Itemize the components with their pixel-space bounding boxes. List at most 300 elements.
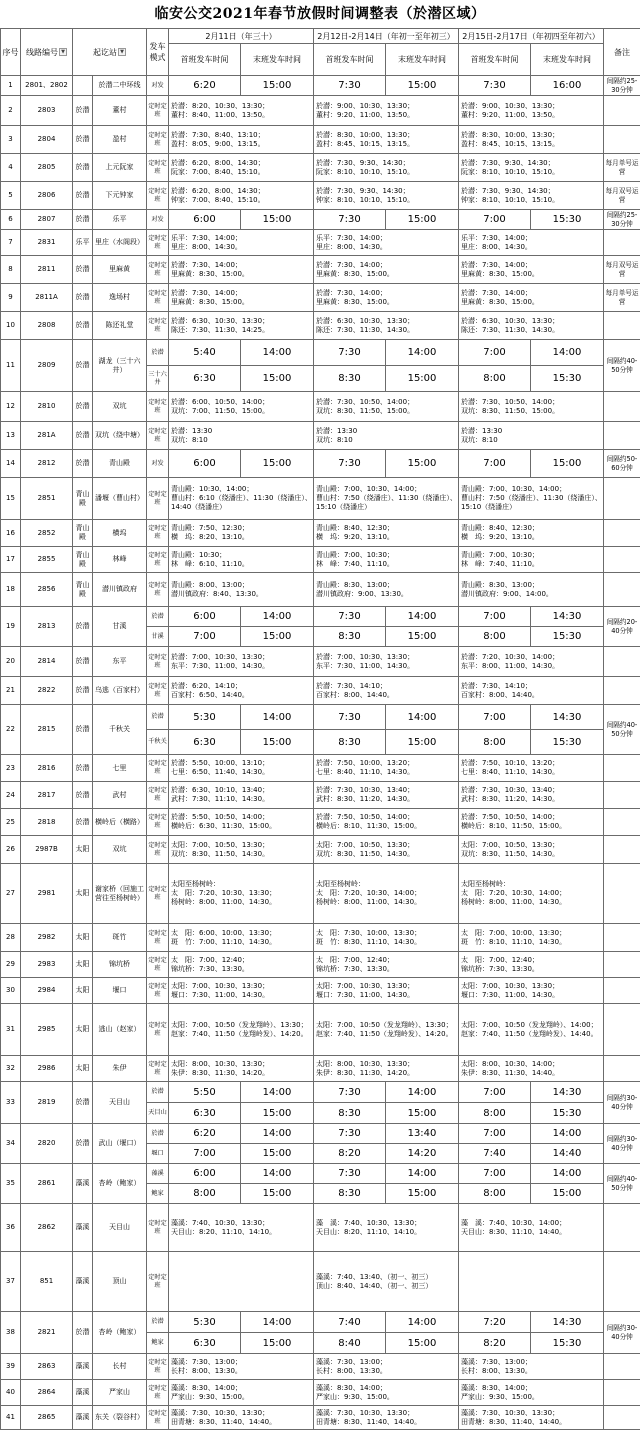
- last-bus-time: 15:30: [531, 627, 604, 647]
- schedule-detail: 於潜：7:20、10:30、14:00； 东平：8:00、11:00、14:30。: [459, 647, 604, 677]
- origin-stop: 於潜: [73, 1312, 93, 1354]
- route-number: 2806: [21, 182, 73, 210]
- destination-stop: 七里: [93, 755, 147, 782]
- dispatch-mode: 定时定班: [147, 256, 169, 284]
- route-number: 2817: [21, 782, 73, 809]
- dispatch-mode: 定时定班: [147, 1252, 169, 1312]
- destination-stop: 乐平: [93, 210, 147, 230]
- destination-stop: 双坑（绕中塘）: [93, 422, 147, 450]
- row-seq: 25: [1, 809, 21, 836]
- first-bus-time: 8:40: [314, 1333, 386, 1354]
- row-remark: [604, 677, 640, 705]
- table-row: [1, 782, 640, 809]
- schedule-detail: 於潜：7:30、14:00； 里麻黄：8:30、15:00。: [314, 284, 459, 312]
- first-bus-time: 6:00: [169, 607, 241, 627]
- dispatch-mode: 定时定班: [147, 284, 169, 312]
- header-route: 线路编号 ▼: [21, 29, 73, 76]
- table-row: [1, 450, 640, 478]
- schedule-detail: 於潜：7:30、10:50、14:00； 双坑：8:30、11:50、15:00。: [459, 392, 604, 422]
- last-bus-time: 14:00: [531, 340, 604, 366]
- schedule-detail: 藻溪：8:30、14:00； 严家山：9:30、15:00。: [314, 1380, 459, 1406]
- row-remark: 间隔约30-40分钟: [604, 1082, 640, 1124]
- row-remark: [604, 230, 640, 256]
- row-remark: [604, 836, 640, 864]
- schedule-detail: 於潜：6:20、8:00、14:30； 钟家：7:00、8:40、15:10。: [169, 182, 314, 210]
- row-remark: [604, 478, 640, 520]
- dispatch-mode: 定时定班: [147, 864, 169, 924]
- row-seq: 41: [1, 1406, 21, 1430]
- last-bus-time: 15:30: [531, 366, 604, 392]
- row-remark: [604, 1406, 640, 1430]
- row-remark: [604, 978, 640, 1004]
- origin-stop: 於潜: [73, 182, 93, 210]
- last-bus-time: 15:00: [386, 627, 459, 647]
- origin-stop: 藻溪: [73, 1406, 93, 1430]
- schedule-detail: 於潜：7:30、14:10； 百家村：8:00、14:40。: [459, 677, 604, 705]
- row-seq: 15: [1, 478, 21, 520]
- destination-stop: 严家山: [93, 1380, 147, 1406]
- schedule-detail: 於潜：9:00、10:30、13:30； 董村：9:20、11:00、13:50。: [459, 96, 604, 126]
- schedule-detail: 於潜：7:30、14:00； 里麻黄：8:30、15:00。: [169, 256, 314, 284]
- table-row: [1, 1004, 640, 1056]
- origin-stop: 於潜: [73, 422, 93, 450]
- destination-stop: 横坞: [93, 520, 147, 547]
- filter-dropdown-icon[interactable]: ▼: [118, 48, 126, 56]
- first-bus-time: 6:30: [169, 1103, 241, 1124]
- first-bus-time: 6:20: [169, 76, 241, 96]
- schedule-detail: 於潜：7:00、10:30、13:30； 东平：7:30、11:00、14:30。: [169, 647, 314, 677]
- last-bus-time: 15:00: [386, 210, 459, 230]
- row-remark: [604, 952, 640, 978]
- page-title: 临安公交2021年春节放假时间调整表（於潜区域）: [0, 0, 640, 28]
- row-seq: 24: [1, 782, 21, 809]
- origin-stop: 太阳: [73, 1004, 93, 1056]
- schedule-detail: 青山殿：8:40、12:30； 横 坞：9:20、13:10。: [314, 520, 459, 547]
- first-bus-time: 7:40: [314, 1312, 386, 1333]
- dispatch-mode: 对发: [147, 76, 169, 96]
- header-mode: 发车模式: [147, 29, 169, 76]
- origin-stop: 青山殿: [73, 520, 93, 547]
- last-bus-time: 14:20: [386, 1144, 459, 1164]
- destination-stop: 锦坑桥: [93, 952, 147, 978]
- first-bus-time: 7:00: [459, 340, 531, 366]
- schedule-detail: 藻 溪：7:40、10:30、14:00； 天目山：8:30、11:10、14:40。: [459, 1204, 604, 1252]
- route-number: 2804: [21, 126, 73, 154]
- first-bus-time: 7:30: [314, 76, 386, 96]
- first-bus-time: 8:30: [314, 366, 386, 392]
- last-bus-time: 14:00: [241, 1082, 314, 1103]
- row-remark: [604, 755, 640, 782]
- destination-stop: 谢家桥（回施工营往至杨树岭）: [93, 864, 147, 924]
- table-row: [1, 126, 640, 154]
- origin-stop: 於潜: [73, 450, 93, 478]
- dispatch-mode: 定时定班: [147, 1380, 169, 1406]
- table-row: [1, 864, 640, 924]
- dispatch-mode: 定时定班: [147, 952, 169, 978]
- last-bus-time: 15:30: [531, 1333, 604, 1354]
- last-bus-time: 14:30: [531, 1312, 604, 1333]
- destination-stop: 武村: [93, 782, 147, 809]
- header-first: 首班发车时间: [169, 44, 241, 76]
- first-bus-time: 7:00: [459, 1124, 531, 1144]
- origin-stop: 於潜: [73, 284, 93, 312]
- first-bus-time: 8:00: [459, 1184, 531, 1204]
- header-seq: 序号: [1, 29, 21, 76]
- destination-stop: 湖龙（三十六井）: [93, 340, 147, 392]
- dispatch-mode: 定时定班: [147, 154, 169, 182]
- origin-stop: 於潜: [73, 1124, 93, 1164]
- last-bus-time: 15:00: [531, 1184, 604, 1204]
- row-remark: 间隔约25-30分钟: [604, 210, 640, 230]
- schedule-detail: 於潜：7:30、9:30、14:30； 钟家：8:10、10:10、15:10。: [314, 182, 459, 210]
- route-number: 2987B: [21, 836, 73, 864]
- header-period-3: 2月15日-2月17日（年初四至年初六）: [459, 29, 604, 44]
- destination-stop: 里庄（水阁段）: [93, 230, 147, 256]
- header-last: 末班发车时间: [386, 44, 459, 76]
- schedule-detail: 於潜：6:30、10:30、13:30； 陈还：7:30、11:30、14:30。: [459, 312, 604, 340]
- route-number: 2984: [21, 978, 73, 1004]
- row-remark: 间隔约40-50分钟: [604, 705, 640, 755]
- dispatch-mode: 定时定班: [147, 547, 169, 573]
- first-bus-time: 7:00: [459, 1164, 531, 1184]
- origin-stop: 於潜: [73, 126, 93, 154]
- row-remark: [604, 312, 640, 340]
- direction-label: 於潜: [147, 1312, 169, 1333]
- row-seq: 21: [1, 677, 21, 705]
- row-seq: 11: [1, 340, 21, 392]
- table-row: [1, 1380, 640, 1406]
- first-bus-time: 8:20: [314, 1144, 386, 1164]
- dispatch-mode: 定时定班: [147, 520, 169, 547]
- last-bus-time: 15:00: [386, 450, 459, 478]
- row-remark: [604, 864, 640, 924]
- first-bus-time: 7:30: [459, 76, 531, 96]
- table-row: [1, 952, 640, 978]
- route-number: 2805: [21, 154, 73, 182]
- schedule-detail: 於潜：6:30、10:30、13:30； 陈还：7:30、11:30、14:25。: [169, 312, 314, 340]
- route-number: 2809: [21, 340, 73, 392]
- schedule-detail: 於潜：7:50、10:50、14:00； 横岭后：8:10、11:50、15:00。: [459, 809, 604, 836]
- route-number: 2810: [21, 392, 73, 422]
- table-row: [1, 1164, 640, 1184]
- schedule-detail: 太 阳：7:30、10:00、13:30； 斑 竹：8:30、11:10、14:30。: [314, 924, 459, 952]
- last-bus-time: 15:00: [386, 366, 459, 392]
- schedule-detail: 於潜：13:30 双坑：8:10: [314, 422, 459, 450]
- row-remark: 间隔约50-60分钟: [604, 450, 640, 478]
- schedule-detail: 太阳：7:00、10:30、13:30； 堰口：7:30、11:00、14:30。: [459, 978, 604, 1004]
- last-bus-time: 14:00: [241, 1124, 314, 1144]
- row-remark: [604, 1004, 640, 1056]
- route-number: 2863: [21, 1354, 73, 1380]
- row-seq: 28: [1, 924, 21, 952]
- first-bus-time: 7:00: [169, 627, 241, 647]
- first-bus-time: 7:00: [459, 1082, 531, 1103]
- first-bus-time: 5:30: [169, 1312, 241, 1333]
- last-bus-time: 14:00: [531, 1124, 604, 1144]
- schedule-detail: 青山殿：10:30、14:00； 曹山村：6:10（绕潘庄）、11:30（绕潘庄）、14:40（绕潘庄）: [169, 478, 314, 520]
- schedule-detail: 太阳至杨树岭： 太 阳：7:20、10:30、14:00； 杨树岭：8:00、11:00、14:30。: [314, 864, 459, 924]
- route-number: 2815: [21, 705, 73, 755]
- dispatch-mode: 对发: [147, 210, 169, 230]
- first-bus-time: 8:00: [459, 730, 531, 755]
- table-row: [1, 478, 640, 520]
- schedule-detail: 於潜：7:50、10:00、13:20； 七里：8:40、11:10、14:30。: [314, 755, 459, 782]
- route-number: 2831: [21, 230, 73, 256]
- last-bus-time: 15:30: [531, 730, 604, 755]
- route-number: 2814: [21, 647, 73, 677]
- schedule-detail: 於潜：6:20、14:10； 百家村：6:50、14:40。: [169, 677, 314, 705]
- last-bus-time: 15:00: [241, 730, 314, 755]
- schedule-detail: 太阳：7:00、10:50（发龙翔岭）、13:30； 赵家：7:40、11:50（龙翔岭发）、14:20。: [314, 1004, 459, 1056]
- schedule-detail: 太 阳：7:00、10:00、13:30； 斑 竹：8:10、11:10、14:30。: [459, 924, 604, 952]
- schedule-detail: 太阳：7:00、10:30、13:30； 堰口：7:30、11:00、14:30。: [314, 978, 459, 1004]
- schedule-detail: 於潜：7:30、9:30、14:30； 钟家：8:10、10:10、15:10。: [459, 182, 604, 210]
- schedule-detail: 太阳：7:00、10:50（发龙翔岭）、13:30； 赵家：7:40、11:50（龙翔岭发）、14:20。: [169, 1004, 314, 1056]
- schedule-body: [1, 76, 640, 1430]
- first-bus-time: 8:00: [169, 1184, 241, 1204]
- schedule-detail: 太阳：8:00、10:30、13:30； 朱伊：8:30、11:30、14:20。: [169, 1056, 314, 1082]
- destination-stop: 下元钟家: [93, 182, 147, 210]
- row-seq: 38: [1, 1312, 21, 1354]
- table-row: [1, 1406, 640, 1430]
- origin-stop: 於潜: [73, 607, 93, 647]
- row-seq: 26: [1, 836, 21, 864]
- table-row: [1, 340, 640, 366]
- filter-dropdown-icon[interactable]: ▼: [59, 48, 67, 56]
- first-bus-time: 8:30: [314, 1103, 386, 1124]
- schedule-detail: 太 阳：7:00、12:40； 锦坑桥：7:30、13:30。: [314, 952, 459, 978]
- schedule-detail: 青山殿：7:00、10:30、14:00； 曹山村：7:50（绕潘庄）、11:30（绕潘庄）、15:10（绕潘庄）: [314, 478, 459, 520]
- header-first: 首班发车时间: [459, 44, 531, 76]
- dispatch-mode: 定时定班: [147, 1406, 169, 1430]
- first-bus-time: 7:30: [314, 1082, 386, 1103]
- row-seq: 32: [1, 1056, 21, 1082]
- row-seq: 6: [1, 210, 21, 230]
- first-bus-time: 6:30: [169, 730, 241, 755]
- table-row: [1, 1354, 640, 1380]
- direction-label: 藻溪: [147, 1164, 169, 1184]
- first-bus-time: 8:20: [459, 1333, 531, 1354]
- route-number: 2803: [21, 96, 73, 126]
- route-number: 2855: [21, 547, 73, 573]
- row-remark: [604, 392, 640, 422]
- schedule-detail: 青山殿：7:50、12:30； 横 坞：8:20、13:10。: [169, 520, 314, 547]
- route-number: 851: [21, 1252, 73, 1312]
- last-bus-time: 15:30: [531, 1103, 604, 1124]
- origin-stop: 青山殿: [73, 573, 93, 607]
- origin-stop: 於潜: [73, 1082, 93, 1124]
- row-remark: 每月单号运营: [604, 284, 640, 312]
- dispatch-mode: 定时定班: [147, 312, 169, 340]
- direction-label: 千秋关: [147, 730, 169, 755]
- route-number: 2864: [21, 1380, 73, 1406]
- direction-label: 鲍家: [147, 1333, 169, 1354]
- schedule-detail: 太 阳：7:00、12:40； 锦坑桥：7:30、13:30。: [169, 952, 314, 978]
- row-seq: 22: [1, 705, 21, 755]
- dispatch-mode: 定时定班: [147, 978, 169, 1004]
- route-number: 2811: [21, 256, 73, 284]
- row-remark: [604, 647, 640, 677]
- schedule-detail: 於潜：7:30、14:00； 里麻黄：8:30、15:00。: [314, 256, 459, 284]
- route-number: 2821: [21, 1312, 73, 1354]
- origin-stop: 太阳: [73, 864, 93, 924]
- schedule-detail: 於潜：6:00、10:50、14:00； 双坑：7:00、11:50、15:00。: [169, 392, 314, 422]
- schedule-detail: 青山殿：8:40、12:30； 横 坞：9:20、13:10。: [459, 520, 604, 547]
- row-remark: [604, 126, 640, 154]
- route-number: 2865: [21, 1406, 73, 1430]
- row-remark: 间隔约40-50分钟: [604, 340, 640, 392]
- row-remark: 每月双号运营: [604, 256, 640, 284]
- schedule-detail: 藻溪：7:30、10:30、13:30； 田青塘：8:30、11:40、14:40。: [169, 1406, 314, 1430]
- table-row: [1, 182, 640, 210]
- schedule-detail: 青山殿：7:00、10:30、14:00； 曹山村：7:50（绕潘庄）、11:30（绕潘庄）、15:10（绕潘庄）: [459, 478, 604, 520]
- header-stop: 起讫站 ▼: [73, 29, 147, 76]
- route-number: 281A: [21, 422, 73, 450]
- dispatch-mode: 定时定班: [147, 647, 169, 677]
- schedule-detail: 於潜：13:30 双坑：8:10: [459, 422, 604, 450]
- schedule-detail: 於潜：6:30、10:30、13:30； 陈还：7:30、11:30、14:30。: [314, 312, 459, 340]
- row-remark: 间隔约30-40分钟: [604, 1124, 640, 1164]
- schedule-detail: 藻 溪：7:40、10:30、13:30； 天目山：8:20、11:10、14:10。: [314, 1204, 459, 1252]
- first-bus-time: 7:30: [314, 1124, 386, 1144]
- origin-stop: 於潜: [73, 256, 93, 284]
- row-seq: 19: [1, 607, 21, 647]
- destination-stop: 堰口: [93, 978, 147, 1004]
- table-row: [1, 230, 640, 256]
- table-row: [1, 1082, 640, 1103]
- schedule-detail: 於潜：7:30、8:40、13:10； 盈村：8:05、9:00、13:15。: [169, 126, 314, 154]
- route-number: 2813: [21, 607, 73, 647]
- first-bus-time: 8:00: [459, 366, 531, 392]
- last-bus-time: 14:00: [386, 1082, 459, 1103]
- last-bus-time: 15:00: [241, 450, 314, 478]
- first-bus-time: 5:40: [169, 340, 241, 366]
- last-bus-time: 15:00: [386, 1333, 459, 1354]
- row-seq: 16: [1, 520, 21, 547]
- schedule-detail: 青山殿：7:00、10:30； 林 峰：7:40、11:10。: [459, 547, 604, 573]
- route-number: 2808: [21, 312, 73, 340]
- origin-stop: 乐平: [73, 230, 93, 256]
- row-seq: 30: [1, 978, 21, 1004]
- schedule-detail: 於潜：7:30、14:00； 里麻黄：8:30、15:00。: [459, 256, 604, 284]
- route-number: 2812: [21, 450, 73, 478]
- schedule-detail: 青山殿：10:30； 林 峰：6:10、11:10。: [169, 547, 314, 573]
- direction-label: 堰口: [147, 1144, 169, 1164]
- route-number: 2807: [21, 210, 73, 230]
- first-bus-time: 8:30: [314, 627, 386, 647]
- first-bus-time: 7:30: [314, 607, 386, 627]
- row-seq: 4: [1, 154, 21, 182]
- table-row: [1, 284, 640, 312]
- dispatch-mode: 定时定班: [147, 230, 169, 256]
- route-number: 2851: [21, 478, 73, 520]
- row-remark: [604, 1380, 640, 1406]
- destination-stop: 斑竹: [93, 924, 147, 952]
- schedule-detail: 乐平：7:30、14:00； 里庄：8:00、14:30。: [314, 230, 459, 256]
- schedule-detail: 青山殿：7:00、10:30； 林 峰：7:40、11:10。: [314, 547, 459, 573]
- route-number: 2852: [21, 520, 73, 547]
- schedule-detail: 於潜：7:30、10:50、14:00； 双坑：8:30、11:50、15:00。: [314, 392, 459, 422]
- first-bus-time: 8:00: [459, 1103, 531, 1124]
- destination-stop: 天目山: [93, 1204, 147, 1252]
- route-number: 2816: [21, 755, 73, 782]
- origin-stop: 於潜: [73, 809, 93, 836]
- first-bus-time: 5:50: [169, 1082, 241, 1103]
- dispatch-mode: 定时定班: [147, 392, 169, 422]
- table-row: [1, 1124, 640, 1144]
- schedule-detail: 藻溪：7:40、13:40、（初一、初三） 顶山：8:40、14:40、（初一、初三）: [314, 1252, 459, 1312]
- first-bus-time: 6:30: [169, 1333, 241, 1354]
- schedule-detail: 藻溪：7:30、13:00； 长村：8:00、13:30。: [169, 1354, 314, 1380]
- table-row: [1, 547, 640, 573]
- schedule-detail: 藻溪：7:30、10:30、13:30； 田青塘：8:30、11:40、14:40。: [459, 1406, 604, 1430]
- schedule-detail: 於潜：9:00、10:30、13:30； 董村：9:20、11:00、13:50。: [314, 96, 459, 126]
- destination-stop: 上元阮家: [93, 154, 147, 182]
- direction-label: 於潜: [147, 705, 169, 730]
- dispatch-mode: 定时定班: [147, 755, 169, 782]
- row-seq: 31: [1, 1004, 21, 1056]
- first-bus-time: 8:30: [314, 730, 386, 755]
- last-bus-time: 14:30: [531, 607, 604, 627]
- origin-stop: 青山殿: [73, 478, 93, 520]
- dispatch-mode: 定时定班: [147, 422, 169, 450]
- first-bus-time: 7:00: [169, 1144, 241, 1164]
- dispatch-mode: 定时定班: [147, 1004, 169, 1056]
- destination-stop: 林峰: [93, 547, 147, 573]
- origin-stop: 於潜: [73, 782, 93, 809]
- first-bus-time: 8:30: [314, 1184, 386, 1204]
- origin-stop: 於潜: [73, 677, 93, 705]
- schedule-detail: 於潜：5:50、10:50、14:00； 横岭后：6:30、11:30、15:00。: [169, 809, 314, 836]
- table-row: [1, 154, 640, 182]
- last-bus-time: 15:00: [386, 76, 459, 96]
- first-bus-time: 7:20: [459, 1312, 531, 1333]
- last-bus-time: 13:40: [386, 1124, 459, 1144]
- table-row: [1, 1204, 640, 1252]
- row-remark: [604, 573, 640, 607]
- schedule-detail: 藻溪：7:30、10:30、13:30； 田青塘：8:30、11:40、14:40。: [314, 1406, 459, 1430]
- schedule-detail: 於潜：7:30、9:30、14:30； 阮家：8:10、10:10、15:10。: [459, 154, 604, 182]
- last-bus-time: 15:00: [531, 450, 604, 478]
- origin-stop: 於潜: [73, 312, 93, 340]
- first-bus-time: 7:40: [459, 1144, 531, 1164]
- direction-label: 於潜: [147, 340, 169, 366]
- last-bus-time: 15:00: [241, 1103, 314, 1124]
- last-bus-time: 14:00: [241, 705, 314, 730]
- row-remark: [604, 1252, 640, 1312]
- route-number: 2861: [21, 1164, 73, 1204]
- header-last: 末班发车时间: [241, 44, 314, 76]
- last-bus-time: 16:00: [531, 76, 604, 96]
- row-seq: 33: [1, 1082, 21, 1124]
- schedule-detail: 太阳：8:00、10:30、13:30； 朱伊：8:30、11:30、14:20。: [314, 1056, 459, 1082]
- last-bus-time: 14:00: [386, 705, 459, 730]
- direction-label: 鲍家: [147, 1184, 169, 1204]
- origin-stop: 於潜: [73, 755, 93, 782]
- dispatch-mode: 定时定班: [147, 573, 169, 607]
- dispatch-mode: 定时定班: [147, 924, 169, 952]
- origin-stop: 於潜: [73, 647, 93, 677]
- direction-label: 甘溪: [147, 627, 169, 647]
- destination-stop: 东关（裂谷村）: [93, 1406, 147, 1430]
- last-bus-time: 15:00: [386, 1184, 459, 1204]
- origin-stop: 太阳: [73, 1056, 93, 1082]
- direction-label: 三十六井: [147, 366, 169, 392]
- destination-stop: 青山殿: [93, 450, 147, 478]
- direction-label: 於潜: [147, 1124, 169, 1144]
- schedule-detail: 於潜：7:50、10:10、13:20； 七里：8:40、11:10、14:30。: [459, 755, 604, 782]
- header-last: 末班发车时间: [531, 44, 604, 76]
